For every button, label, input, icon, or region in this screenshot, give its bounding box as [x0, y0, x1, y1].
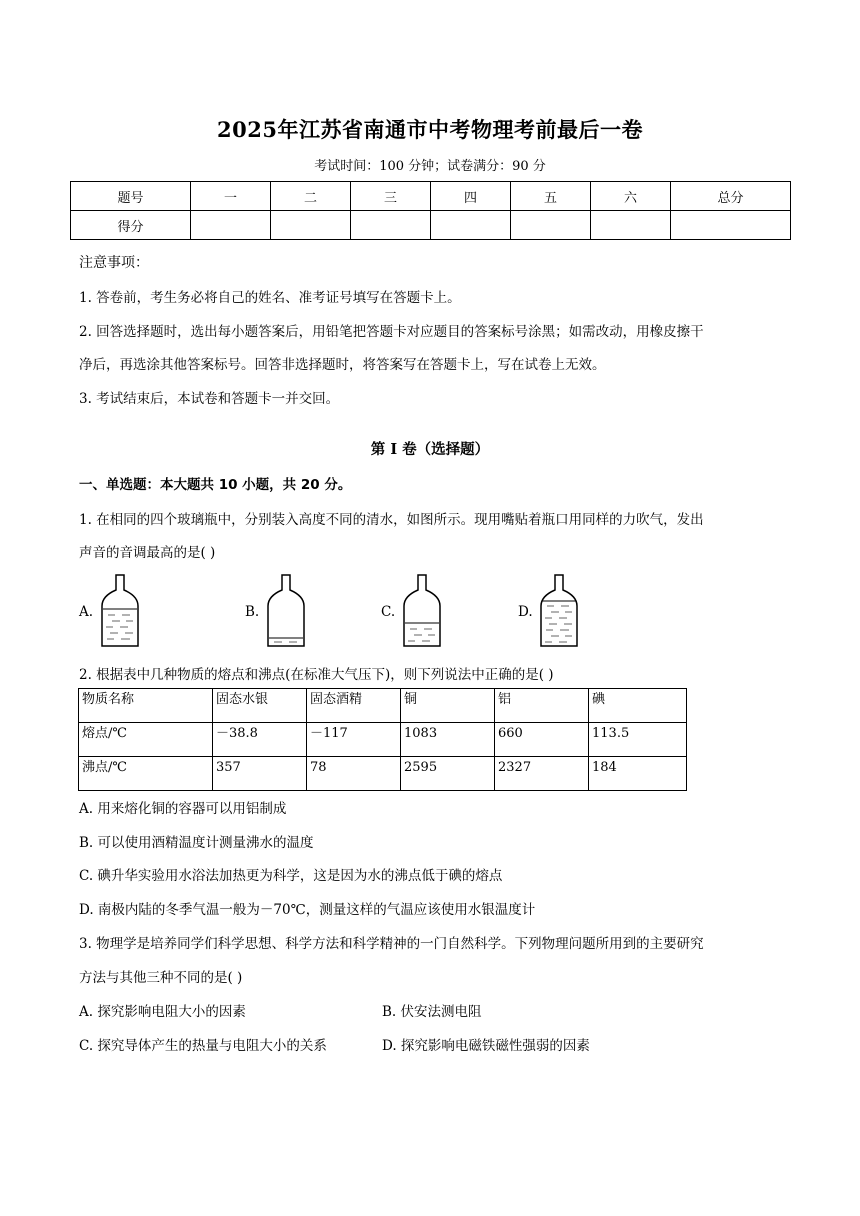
score-blank-cell	[591, 211, 671, 240]
q2-option-d: D. 南极内陆的冬季气温一般为－70℃，测量这样的气温应该使用水银温度计	[79, 902, 536, 918]
material-table-cell: 660	[495, 723, 589, 757]
material-table	[78, 688, 687, 791]
material-table-cell: 2595	[401, 757, 495, 791]
score-row-label: 得分	[71, 211, 191, 240]
bottle-a-icon	[100, 574, 140, 648]
q1-stem-line-1: 1. 在相同的四个玻璃瓶中，分别装入高度不同的清水，如图所示。现用嘴贴着瓶口用同样的力吹气，发出	[79, 512, 704, 528]
score-table-cell: 四	[431, 182, 511, 211]
notice-item: 2. 回答选择题时，选出每小题答案后，用铅笔把答题卡对应题目的答案标号涂黑；如需改动，用橡皮擦干	[79, 324, 704, 340]
material-table-cell: －38.8	[213, 723, 307, 757]
material-table-cell: 固态水银	[213, 689, 307, 723]
score-table-cell: 二	[271, 182, 351, 211]
q3-option-d: D. 探究影响电磁铁磁性强弱的因素	[382, 1038, 590, 1054]
q1-option-c-label: C.	[381, 604, 396, 620]
score-blank-cell	[351, 211, 431, 240]
exam-subtitle: 考试时间：100 分钟；试卷满分：90 分	[314, 159, 546, 174]
score-table-header-row	[71, 182, 791, 211]
score-blank-cell	[191, 211, 271, 240]
material-table-cell: 357	[213, 757, 307, 791]
q3-stem-line-1: 3. 物理学是培养同学们科学思想、科学方法和科学精神的一门自然科学。下列物理问题所用到的主要研究	[79, 936, 704, 952]
q1-option-a-label: A.	[79, 604, 94, 620]
material-table-cell: 78	[307, 757, 401, 791]
notice-item: 1. 答卷前，考生务必将自己的姓名、准考证号填写在答题卡上。	[79, 290, 461, 306]
notice-heading: 注意事项：	[79, 255, 149, 271]
q1-option-d-label: D.	[518, 604, 533, 620]
material-table-row	[79, 757, 687, 791]
material-table-cell: 铝	[495, 689, 589, 723]
bottle-c-icon	[402, 574, 442, 648]
score-table-cell: 五	[511, 182, 591, 211]
notice-item: 净后，再选涂其他答案标号。回答非选择题时，将答案写在答题卡上，写在试卷上无效。	[79, 357, 606, 373]
score-table-score-row	[71, 211, 791, 240]
score-table-cell: 三	[351, 182, 431, 211]
q2-option-c: C. 碘升华实验用水浴法加热更为科学，这是因为水的沸点低于碘的熔点	[79, 868, 503, 884]
material-table-cell: 184	[589, 757, 687, 791]
q3-option-c: C. 探究导体产生的热量与电阻大小的关系	[79, 1038, 327, 1054]
score-blank-cell	[271, 211, 351, 240]
material-table-cell: 碘	[589, 689, 687, 723]
material-table-cell: －117	[307, 723, 401, 757]
material-table-cell: 物质名称	[79, 689, 213, 723]
score-table	[70, 181, 791, 240]
score-blank-cell	[511, 211, 591, 240]
q2-stem: 2. 根据表中几种物质的熔点和沸点(在标准大气压下)，则下列说法中正确的是( )	[79, 667, 554, 683]
material-table-cell: 沸点/℃	[79, 757, 213, 791]
score-table-cell: 一	[191, 182, 271, 211]
bottle-b-icon	[266, 574, 306, 648]
exam-title: 2025年江苏省南通市中考物理考前最后一卷	[217, 117, 643, 142]
section-title: 第 I 卷（选择题）	[370, 441, 490, 458]
material-table-cell: 113.5	[589, 723, 687, 757]
score-table-cell: 题号	[71, 182, 191, 211]
notice-item: 3. 考试结束后，本试卷和答题卡一并交回。	[79, 391, 340, 407]
q1-option-b-label: B.	[245, 604, 260, 620]
material-table-cell: 铜	[401, 689, 495, 723]
material-table-header-row	[79, 689, 687, 723]
q3-stem-line-2: 方法与其他三种不同的是( )	[79, 970, 243, 986]
material-table-cell: 1083	[401, 723, 495, 757]
score-blank-cell	[431, 211, 511, 240]
q2-option-a: A. 用来熔化铜的容器可以用铝制成	[79, 801, 287, 817]
material-table-cell: 固态酒精	[307, 689, 401, 723]
material-table-row	[79, 723, 687, 757]
q3-option-a: A. 探究影响电阻大小的因素	[79, 1004, 246, 1020]
q2-option-b: B. 可以使用酒精温度计测量沸水的温度	[79, 835, 314, 851]
material-table-cell: 熔点/℃	[79, 723, 213, 757]
score-table-cell: 总分	[671, 182, 791, 211]
part-heading: 一、单选题：本大题共 10 小题，共 20 分。	[79, 477, 352, 493]
bottle-d-icon	[539, 574, 579, 648]
q1-stem-line-2: 声音的音调最高的是( )	[79, 545, 216, 561]
score-table-cell: 六	[591, 182, 671, 211]
score-blank-cell	[671, 211, 791, 240]
q3-option-b: B. 伏安法测电阻	[382, 1004, 482, 1020]
material-table-cell: 2327	[495, 757, 589, 791]
